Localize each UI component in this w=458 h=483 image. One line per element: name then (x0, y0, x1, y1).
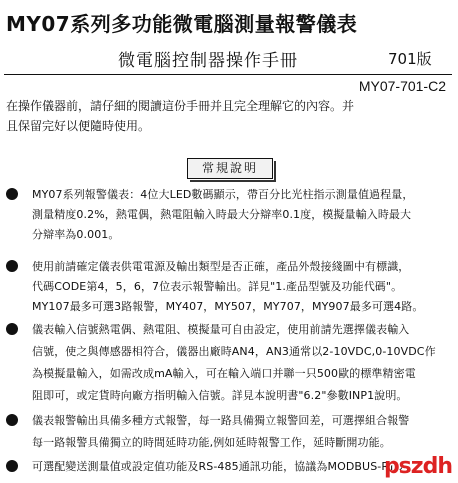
intro-line: 且保留完好以便隨時使用。 (6, 119, 151, 133)
version-label: 701版 (388, 50, 432, 68)
bullet-dot-icon (6, 260, 18, 272)
watermark-logo: pszdh (383, 454, 452, 479)
subtitle-row (0, 46, 458, 72)
intro-paragraph (6, 96, 452, 136)
bullet-line: 代碼CODE第4，5，6，7位表示報警輸出。詳見"1.產品型號及功能代碼"。 (32, 280, 403, 293)
bullet-line: 使用前請確定儀表供電電源及輸出類型是否正確，產品外殼接綫圖中有標識， (32, 260, 410, 273)
bullet-line: 儀表報警輸出具備多種方式報警，每一路具備獨立報警回差，可選擇組合報警 (32, 414, 410, 427)
bullet-line: 阻即可，或定貨時向廠方指明輸入信號。詳見本說明書"6.2"參數INP1說明。 (32, 389, 408, 402)
bullet-line: 每一路報警具備獨立的時間延時功能,例如延時報警工作，延時斷開功能。 (32, 436, 391, 449)
bullet-line: MY107最多可選3路報警，MY407，MY507，MY707，MY907最多可選4路。 (32, 300, 424, 313)
bullet-line: 儀表輸入信號熱電偶、熱電阻、模擬量可自由設定，使用前請先選擇儀表輸入 (32, 323, 410, 336)
bullet-dot-icon (6, 323, 18, 335)
bullet-line: 信號，使之與傳感器相符合，儀器出廠時AN4，AN3通常以2-10VDC,0-10VDC作 (32, 345, 436, 358)
bullet-line: MY07系列報警儀表：4位大LED數碼顯示，帶百分比光柱指示測量值過程量， (32, 188, 414, 201)
section-heading: 常規說明 (187, 158, 273, 179)
header-divider (4, 74, 452, 75)
manual-subtitle: 微電腦控制器操作手冊 (118, 51, 298, 71)
manual-title: MY07系列多功能微電腦測量報警儀表 (6, 12, 358, 36)
bullet-line: 可選配變送測量值或設定值功能及RS-485通訊功能，協議為MODBUS-RTU (32, 460, 404, 473)
bullet-dot-icon (6, 414, 18, 426)
bullet-line: 為模擬量輸入，如需改成mA輸入，可在輸入端口并聯一只500歐的標準精密電 (32, 367, 416, 380)
bullet-line: 測量精度0.2%，熱電偶，熱電阻輸入時最大分辯率0.1度，模擬量輸入時最大 (32, 208, 412, 221)
bullet-dot-icon (6, 188, 18, 200)
bullet-line: 分辯率為0.001。 (32, 228, 120, 241)
document-number: MY07-701-C2 (358, 78, 446, 94)
intro-line: 在操作儀器前，請仔細的閱讀這份手冊并且完全理解它的內容。并 (6, 99, 355, 113)
bullet-dot-icon (6, 460, 18, 472)
